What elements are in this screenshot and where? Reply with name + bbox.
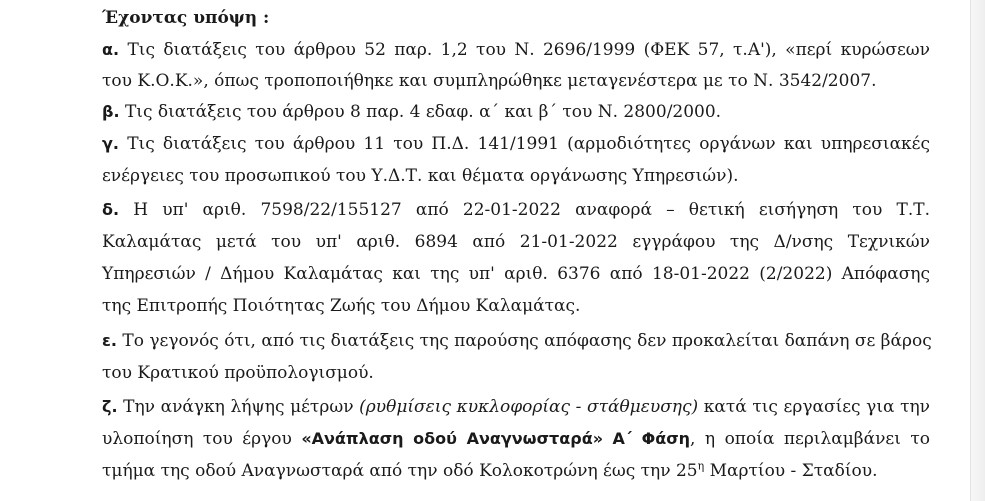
item-c-line-1: γ. Τις διατάξεις του άρθρου 11 του Π.Δ. 141/1991 (αρμοδιότητες οργάνων και υπηρεσιακές xyxy=(102,134,931,154)
item-a-line-1: α. Τις διατάξεις του άρθρου 52 παρ. 1,2 του Ν. 2696/1999 (ΦΕΚ 57, τ.Α'), «περί κυρώσεων xyxy=(102,40,931,60)
item-b-label: β. xyxy=(102,102,120,121)
item-d-line-4: της Επιτροπής Ποιότητας Ζωής του Δήμου Καλαμάτας. xyxy=(102,296,581,316)
item-f-line-1: ζ. Την ανάγκη λήψης μέτρων (ρυθμίσεις κυκλοφορίας - στάθμευσης) κατά τις εργασίες για την xyxy=(102,397,931,417)
item-d-line-2: Καλαμάτας μετά του υπ' αριθ. 6894 από 21-01-2022 εγγράφου της Δ/νσης Τεχνικών xyxy=(102,232,930,252)
item-f-line-2: υλοποίηση του έργου «Ανάπλαση οδού Αναγνωσταρά» Α΄ Φάση, η οποία περιλαμβάνει το xyxy=(102,429,931,449)
item-f-line-3: τμήμα της οδού Αναγνωσταρά από την οδό Κολοκοτρώνη έως την $25^\eta$ Μαρτίου - Σταδίου. xyxy=(102,459,878,481)
item-d-line-3: Υπηρεσιών / Δήμου Καλαμάτας και της υπ' αριθ. 6376 από 18-01-2022 (2/2022) Απόφασης xyxy=(102,264,930,284)
item-f-italic-note: (ρυθμίσεις κυκλοφορίας - στάθμευσης) xyxy=(359,397,699,417)
item-d-label: δ. xyxy=(102,200,120,219)
item-e-label: ε. xyxy=(102,331,117,350)
item-c-line-2: ενέργειες του προσωπικού του Υ.Δ.Τ. και θέματα οργάνωσης Υπηρεσιών). xyxy=(102,166,739,186)
ordinal-superscript: η xyxy=(697,459,705,473)
item-f-project-name: «Ανάπλαση οδού Αναγνωσταρά» xyxy=(301,429,604,448)
item-f-label: ζ. xyxy=(102,397,118,416)
item-c-label: γ. xyxy=(102,134,119,153)
item-d-line-1: δ. Η υπ' αριθ. 7598/22/155127 από 22-01-2022 αναφορά – θετική εισήγηση του Τ.Τ. xyxy=(102,200,931,220)
item-a-line-2: του Κ.Ο.Κ.», όπως τροποποιήθηκε και συμπληρώθηκε μεταγενέστερα με το Ν. 3542/2007. xyxy=(102,71,877,91)
item-e-line-2: του Κρατικού προϋπολογισμού. xyxy=(102,363,374,383)
item-f-phase: Α΄ Φάση xyxy=(612,429,691,448)
item-b-line-1: β. Τις διατάξεις του άρθρου 8 παρ. 4 εδαφ. α΄ και β΄ του Ν. 2800/2000. xyxy=(102,102,722,122)
item-e-line-1: ε. Το γεγονός ότι, από τις διατάξεις της παρούσης απόφασης δεν προκαλείται δαπάνη σε βάρος xyxy=(102,331,932,351)
item-a-label: α. xyxy=(102,40,120,59)
scrollbar-track[interactable] xyxy=(970,0,985,501)
heading: Έχοντας υπόψη : xyxy=(102,8,270,28)
